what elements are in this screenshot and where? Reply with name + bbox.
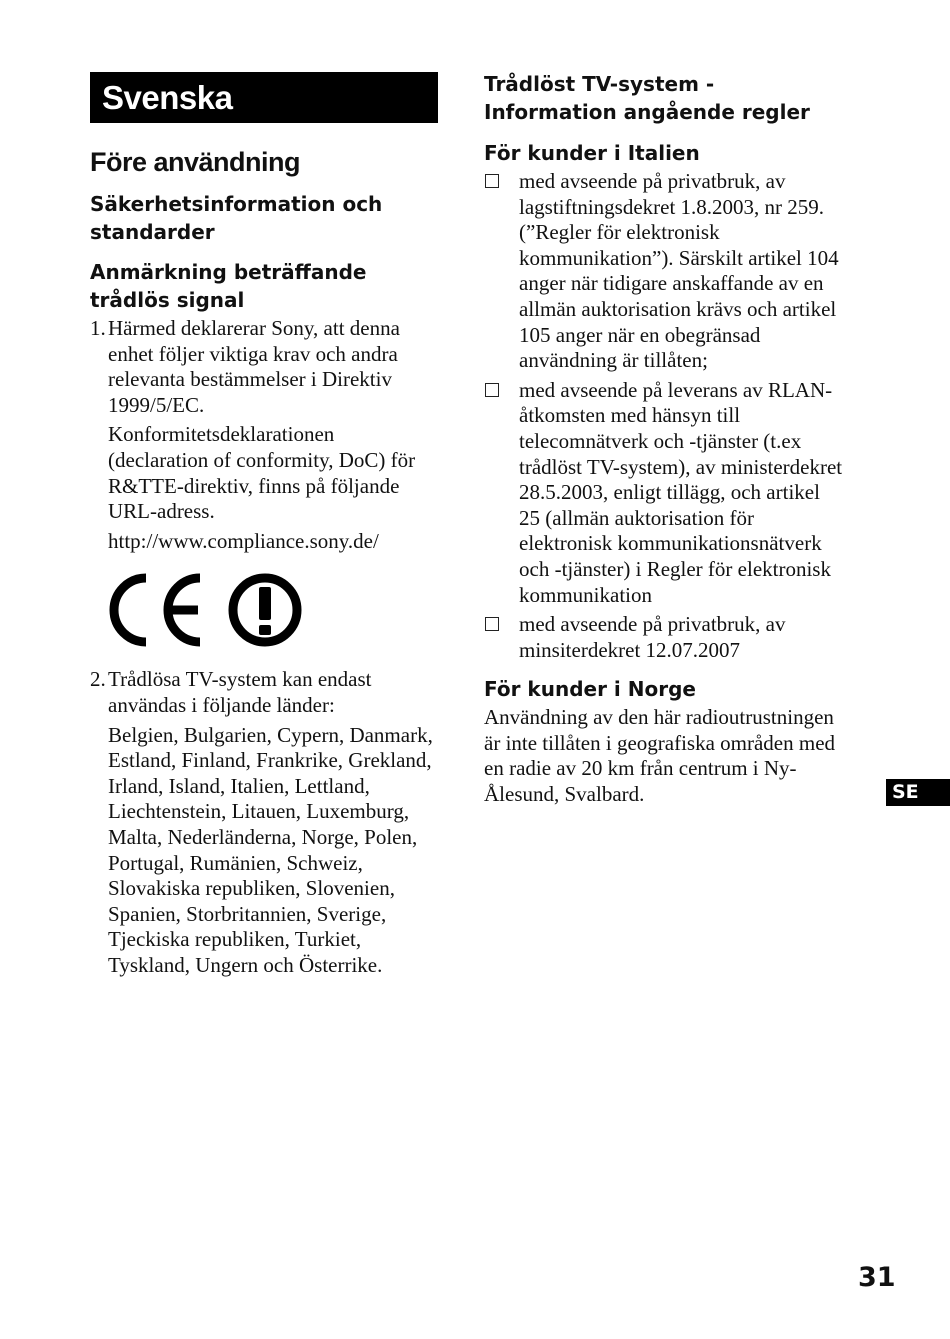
list-item <box>484 612 844 663</box>
heading-norway: För kunder i Norge <box>484 677 696 702</box>
country-list: Belgien, Bulgarien, Cypern, Danmark, Estland, Finland, Frankrike, Grekland, Irland, Island, Italien, Lettland, Liechtenstein, Litauen, Luxemburg, Malta, Nederländerna, Norge, Polen, Portugal, Rumänien, Schweiz, Slovakiska republiken, Slovenien, Spanien, Storbritannien, Sverige, Tjeckiska republiken, Turkiet, Tyskland, Ungern och Österrike. <box>108 722 433 977</box>
item-text: Trådlösa TV-system kan endast användas i följande länder: <box>108 667 372 717</box>
numbered-item-2 <box>90 667 438 978</box>
list-item <box>484 378 844 608</box>
numbered-item-1 <box>90 316 438 554</box>
list-item <box>484 169 844 374</box>
item-number: 1. <box>90 316 106 340</box>
bullet-text: med avseende på privatbruk, av lagstiftningsdekret 1.8.2003, nr 259. (”Regler för elektronisk kommunikation”). Särskilt artikel 104 anger när tidigare anskaffande av en allmän auktorisation krävs och artikel 105 anger när en obegränsad användning är tillåten; <box>519 169 839 373</box>
bullet-text: med avseende på leverans av RLAN-åtkomsten med hänsyn till telecomnätverk och -tjänster (t.ex trådlöst TV-system), av ministerdekret 28.5.2003, enligt tillägg, och artikel 25 (allmän auktorisation för elektronisk kommunikationsnätverk och -tjänster) i Regler för elektronisk kommunikation <box>519 377 843 607</box>
ce-alert-logo <box>108 570 304 650</box>
language-banner: Svenska <box>90 72 438 123</box>
heading-safety: Säkerhetsinformation och standarder <box>90 192 383 244</box>
italy-bullet-list <box>484 169 844 663</box>
page-number: 31 <box>858 1262 896 1293</box>
checkbox-square-icon <box>485 383 499 397</box>
checkbox-square-icon <box>485 174 499 188</box>
item-text: Härmed deklarerar Sony, att denna enhet följer viktiga krav och andra relevanta bestämmelser i Direktiv 1999/5/EC. <box>108 316 400 417</box>
heading-italy: För kunder i Italien <box>484 141 700 165</box>
heading-regulatory: Trådlöst TV-system - Information angående regler <box>484 72 810 124</box>
heading-wireless-notice: Anmärkning beträffande trådlös signal <box>90 260 367 312</box>
bullet-text: med avseende på privatbruk, av minsiterdekret 12.07.2007 <box>519 612 786 662</box>
language-tab-se: SE <box>886 779 950 806</box>
compliance-url: http://www.compliance.sony.de/ <box>108 528 379 553</box>
item-number: 2. <box>90 667 106 692</box>
norway-paragraph: Användning av den här radioutrustningen är inte tillåten i geografiska områden med en radie av 20 km från centrum i Ny-Ålesund, Svalbard. <box>484 705 836 807</box>
left-column <box>90 72 438 978</box>
doc-paragraph: Konformitetsdeklarationen (declaration of conformity, DoC) för R&TTE-direktiv, finns på följande URL-adress. <box>108 422 416 524</box>
section-title: Före användning <box>90 147 301 177</box>
right-column <box>484 70 844 808</box>
checkbox-square-icon <box>485 617 499 631</box>
